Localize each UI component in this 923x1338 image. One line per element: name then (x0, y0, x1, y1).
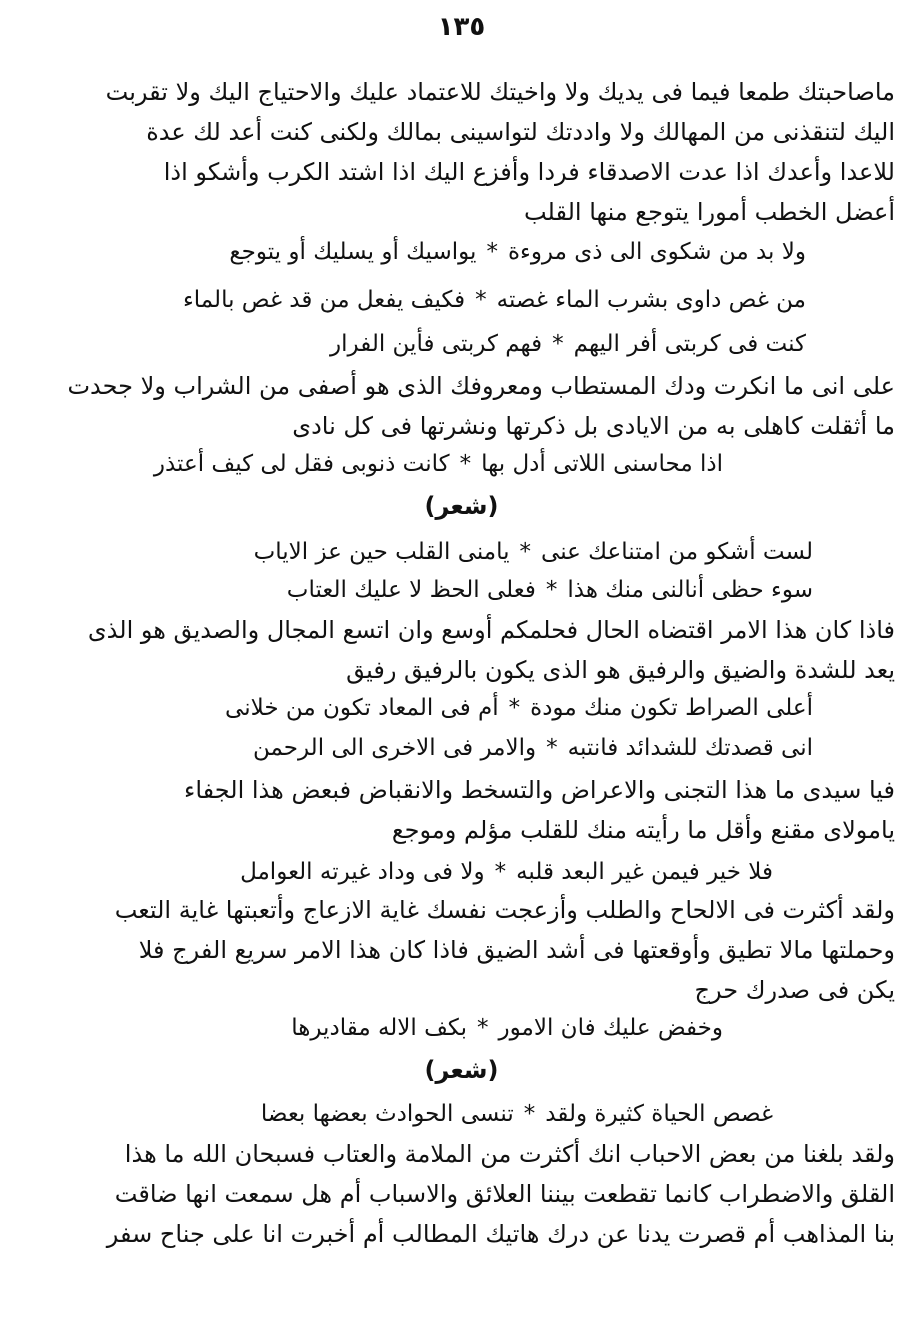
verse-line (287, 572, 813, 608)
text-line: القلق والاضطراب كانما تقطعت بيننا العلائق والاسباب أم هل سمعت انها ضاقت (114, 1180, 895, 1208)
verse-line (225, 690, 813, 726)
text-line: يعد للشدة والضيق والرفيق هو الذى يكون بالرفيق رفيق (346, 656, 895, 684)
text-line: ما أثقلت كاهلى به من الايادى بل ذكرتها ونشرتها فى كل نادى (292, 412, 895, 440)
verse-line (253, 730, 813, 766)
hemistich: كنت فى كربتى أفر اليهم (573, 331, 806, 357)
text-line: للاعدا وأعدك اذا عدت الاصدقاء فردا وأفزع اليك اذا اشتد الكرب وأشكو اذا (163, 158, 895, 186)
hemistich: انى قصدتك للشدائد فانتبه (567, 735, 813, 761)
verse-line (291, 1010, 723, 1046)
text-line: يامولاى مقنع وأقل ما رأيته منك للقلب مؤلم وموجع (391, 816, 895, 844)
paragraph (87, 610, 895, 690)
hemistich: تنسى الحوادث بعضها بعضا (260, 1101, 514, 1127)
text-line: ماصاحبتك طمعا فيما فى يديك ولا واخيتك للاعتماد عليك والاحتياج اليك ولا تقربت (105, 78, 895, 106)
verse-separator: * (508, 695, 521, 721)
hemistich: ولا فى وداد غيرته العوامل (240, 859, 485, 885)
verse-separator: * (486, 239, 498, 265)
verse-line (240, 854, 773, 890)
text-line: على انى ما انكرت ودك المستطاب ومعروفك الذى هو أصفى من الشراب ولا جحدت (67, 372, 895, 400)
hemistich: سوء حظى أنالنى منك هذا (567, 577, 813, 603)
hemistich: ولا بد من شكوى الى ذى مروءة (507, 239, 806, 265)
hemistich: فكيف يفعل من قد غص بالماء (182, 287, 466, 313)
verse-line (229, 234, 806, 270)
verse-separator: * (494, 859, 507, 885)
text-line: أعضل الخطب أمورا يتوجع منها القلب (523, 198, 895, 226)
hemistich: يواسيك أو يسليك أو يتوجع (229, 239, 477, 265)
verse-line (261, 1096, 773, 1132)
paragraph (106, 1134, 895, 1254)
text-line: بنا المذاهب أم قصرت يدنا عن درك هاتيك المطالب أم أخبرت انا على جناح سفر (106, 1220, 895, 1248)
verse-line (154, 446, 723, 482)
poetry-heading: (شعر) (424, 1056, 499, 1084)
paragraph (114, 890, 895, 1010)
text-line: وحملتها مالا تطيق وأوقعتها فى أشد الضيق فاذا كان هذا الامر سريع الفرج فلا (138, 936, 895, 964)
page-number: ١٣٥ (437, 12, 486, 42)
verse-separator: * (545, 577, 558, 603)
hemistich: أم فى المعاد تكون من خلانى (225, 695, 499, 721)
verse-separator: * (459, 451, 472, 477)
verse-separator: * (477, 1015, 489, 1041)
poetry-heading: (شعر) (424, 492, 499, 520)
verse-separator: * (523, 1101, 536, 1127)
verse-separator: * (519, 539, 532, 565)
paragraph (105, 72, 895, 232)
hemistich: لست أشكو من امتناعك عنى (541, 539, 813, 565)
text-line: ولقد بلغنا من بعض الاحباب انك أكثرت من الملامة والعتاب فسبحان الله ما هذا (124, 1140, 895, 1168)
hemistich: اذا محاسنى اللاتى أدل بها (481, 451, 723, 477)
hemistich: غصص الحياة كثيرة ولقد (545, 1101, 773, 1127)
verse-line (330, 326, 806, 362)
hemistich: فهم كربتى فأين الفرار (330, 331, 543, 357)
hemistich: من غص داوى بشرب الماء غصته (496, 287, 806, 313)
verse-separator: * (546, 735, 558, 761)
text-line: فيا سيدى ما هذا التجنى والاعراض والتسخط والانقباض فبعض هذا الجفاء (184, 776, 895, 804)
text-line: ولقد أكثرت فى الالحاح والطلب وأزعجت نفسك غاية الازعاج وأتعبتها غاية التعب (114, 896, 895, 924)
paragraph (67, 366, 895, 446)
hemistich: فعلى الحظ لا عليك العتاب (286, 577, 536, 603)
text-line: يكن فى صدرك حرج (694, 976, 895, 1004)
verse-separator: * (475, 287, 487, 313)
verse-line (254, 534, 813, 570)
text-line: فاذا كان هذا الامر اقتضاه الحال فحلمكم أوسع وان اتسع المجال والصديق هو الذى (87, 616, 895, 644)
verse-line (183, 282, 806, 318)
hemistich: والامر فى الاخرى الى الرحمن (252, 735, 537, 761)
hemistich: كانت ذنوبى فقل لى كيف أعتذر (153, 451, 450, 477)
hemistich: فلا خير فيمن غير البعد قلبه (516, 859, 773, 885)
text-line: اليك لتنقذنى من المهالك ولا واددتك لتواسينى بمالك ولكنى كنت أعد لك عدة (146, 118, 895, 146)
paragraph (184, 770, 895, 850)
hemistich: بكف الاله مقاديرها (291, 1015, 468, 1041)
hemistich: يامنى القلب حين عز الاياب (253, 539, 510, 565)
hemistich: أعلى الصراط تكون منك مودة (530, 695, 813, 721)
verse-separator: * (552, 331, 564, 357)
hemistich: وخفض عليك فان الامور (498, 1015, 723, 1041)
